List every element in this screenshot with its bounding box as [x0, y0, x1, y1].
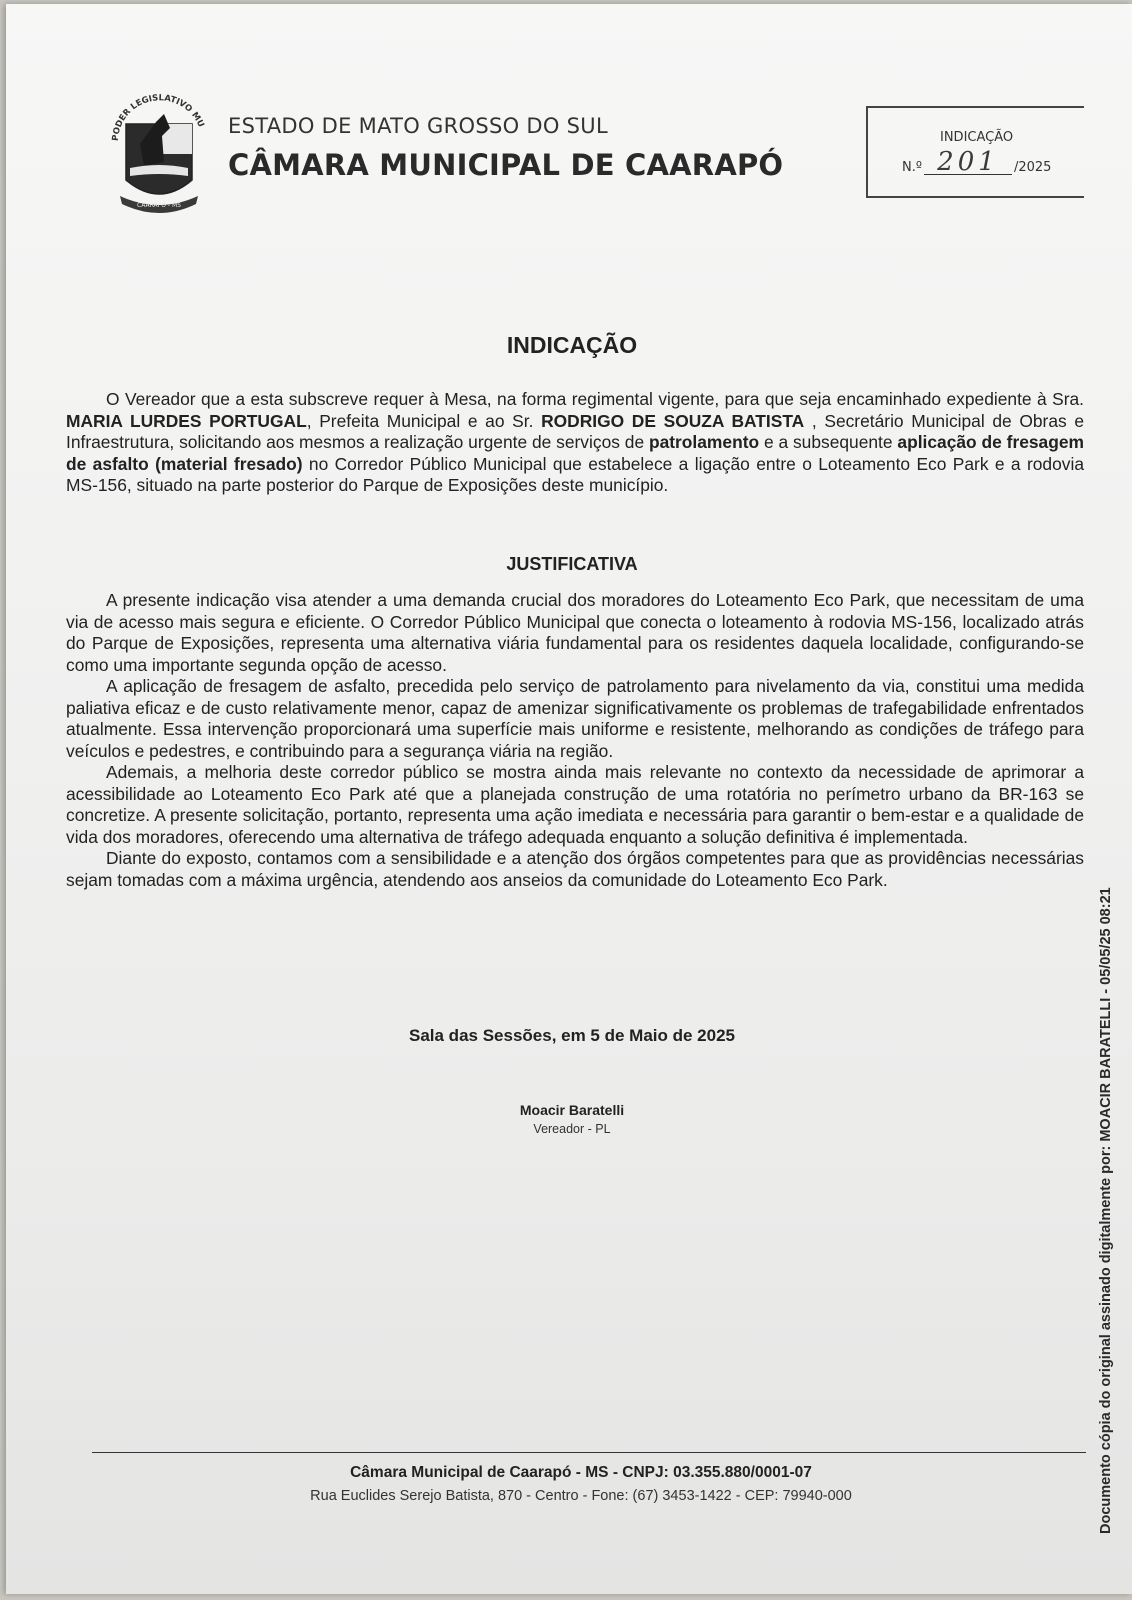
footer-address: Rua Euclides Serejo Batista, 870 - Centro - Fone: (67) 3453-1422 - CEP: 79940-000 — [310, 1488, 852, 1504]
justification-body — [66, 590, 1084, 891]
request-text-4: e a subsequente — [759, 432, 898, 452]
svg-text:CAARAPÓ - MS: CAARAPÓ - MS — [137, 202, 181, 209]
request-text-5: no Corredor Público Municipal que estabelece a ligação entre o Loteamento Eco Park e a rodovia MS-156, situado na parte posterior do Parque de Exposições deste município. — [66, 453, 1084, 495]
justification-title: JUSTIFICATIVA — [506, 554, 638, 574]
service-patrolamento: patrolamento — [648, 432, 760, 452]
mayor-name: MARIA LURDES PORTUGAL — [66, 410, 307, 431]
justification-paragraph: Ademais, a melhoria deste corredor público se mostra ainda mais relevante no contexto da necessidade de aprimorar a acessibilidade ao Loteamento Eco Park até que a planejada construção de uma rotatória no perímetro urbano da BR-163 se concretize. A presente solicitação, portanto, representa uma ação imediata e necessária para garantir o bem-estar e a qualidade de vida dos moradores, oferecendo uma alternativa de tráfego adequada enquanto a solução definitiva é implementada. — [66, 762, 1084, 847]
digital-signature-stamp: Documento cópia do original assinado digitalmente por: MOACIR BARATELLI - 05/05/25 08:21 — [1098, 887, 1114, 1534]
svg-text:PODER LEGISLATIVO MUNICIPAL: PODER LEGISLATIVO MU — [110, 93, 206, 142]
justification-paragraph: Diante do exposto, contamos com a sensibilidade e a atenção dos órgãos competentes para que as providências necessárias sejam tomadas com a máxima urgência, atendendo aos anseios da comunidade do Loteamento Eco Park. — [66, 848, 1084, 890]
service-fresagem: aplicação de fresagem de asfalto (material fresado) — [66, 432, 1084, 474]
indicacao-label: INDICAÇÃO — [940, 130, 1014, 145]
chamber-logo — [104, 84, 214, 222]
document-title: INDICAÇÃO — [506, 332, 638, 358]
secretary-name: RODRIGO DE SOUZA BATISTA — [541, 410, 805, 431]
justification-paragraph: A presente indicação visa atender a uma demanda crucial dos moradores do Loteamento Eco Park, que necessitam de uma via de acesso mais segura e eficiente. O Corredor Público Municipal que conecta o loteamento à rodovia MS-156, localizado atrás do Parque de Exposições, representa uma alternativa viária fundamental para os residentes daquela localidade, configurando-se como uma importante segunda opção de acesso. — [66, 590, 1084, 675]
request-text-3: , Secretário Municipal de Obras e Infraestrutura, solicitando aos mesmos a realização urgente de serviços de — [66, 410, 1084, 452]
number-prefix: N.º — [902, 160, 922, 175]
footer-divider — [92, 1452, 1086, 1453]
indicacao-number-row — [902, 147, 1052, 177]
state-name: ESTADO DE MATO GROSSO DO SUL — [228, 114, 608, 138]
signer-name: Moacir Baratelli — [519, 1102, 625, 1118]
request-text-2: , Prefeita Municipal e ao Sr. — [306, 410, 542, 431]
request-paragraph — [66, 389, 1084, 497]
year-suffix: /2025 — [1013, 160, 1052, 175]
document-page — [6, 4, 1132, 1594]
request-text-1: O Vereador que a esta subscreve requer à Mesa, na forma regimental vigente, para que seja encaminhado expediente à Sra. — [106, 389, 1084, 409]
footer-chamber-info: Câmara Municipal de Caarapó - MS - CNPJ: 03.355.880/0001-07 — [350, 1464, 812, 1481]
place-date: Sala das Sessões, em 5 de Maio de 2025 — [408, 1026, 735, 1045]
signer-role: Vereador - PL — [533, 1122, 611, 1136]
justification-paragraph: A aplicação de fresagem de asfalto, precedida pelo serviço de patrolamento para nivelamento da via, constitui uma medida paliativa eficaz e de custo relativamente menor, capaz de amenizar significativamente os problemas de trafegabilidade enfrentados atualmente. Essa intervenção proporcionará uma superfície mais uniforme e resistente, melhorando as condições de tráfego para veículos e pedestres, e contribuindo para a segurança viária na região. — [66, 676, 1084, 761]
handwritten-number: 201 — [924, 150, 1012, 175]
indicacao-number-box — [866, 106, 1084, 198]
chamber-name: CÂMARA MUNICIPAL DE CAARAPÓ — [228, 148, 784, 182]
